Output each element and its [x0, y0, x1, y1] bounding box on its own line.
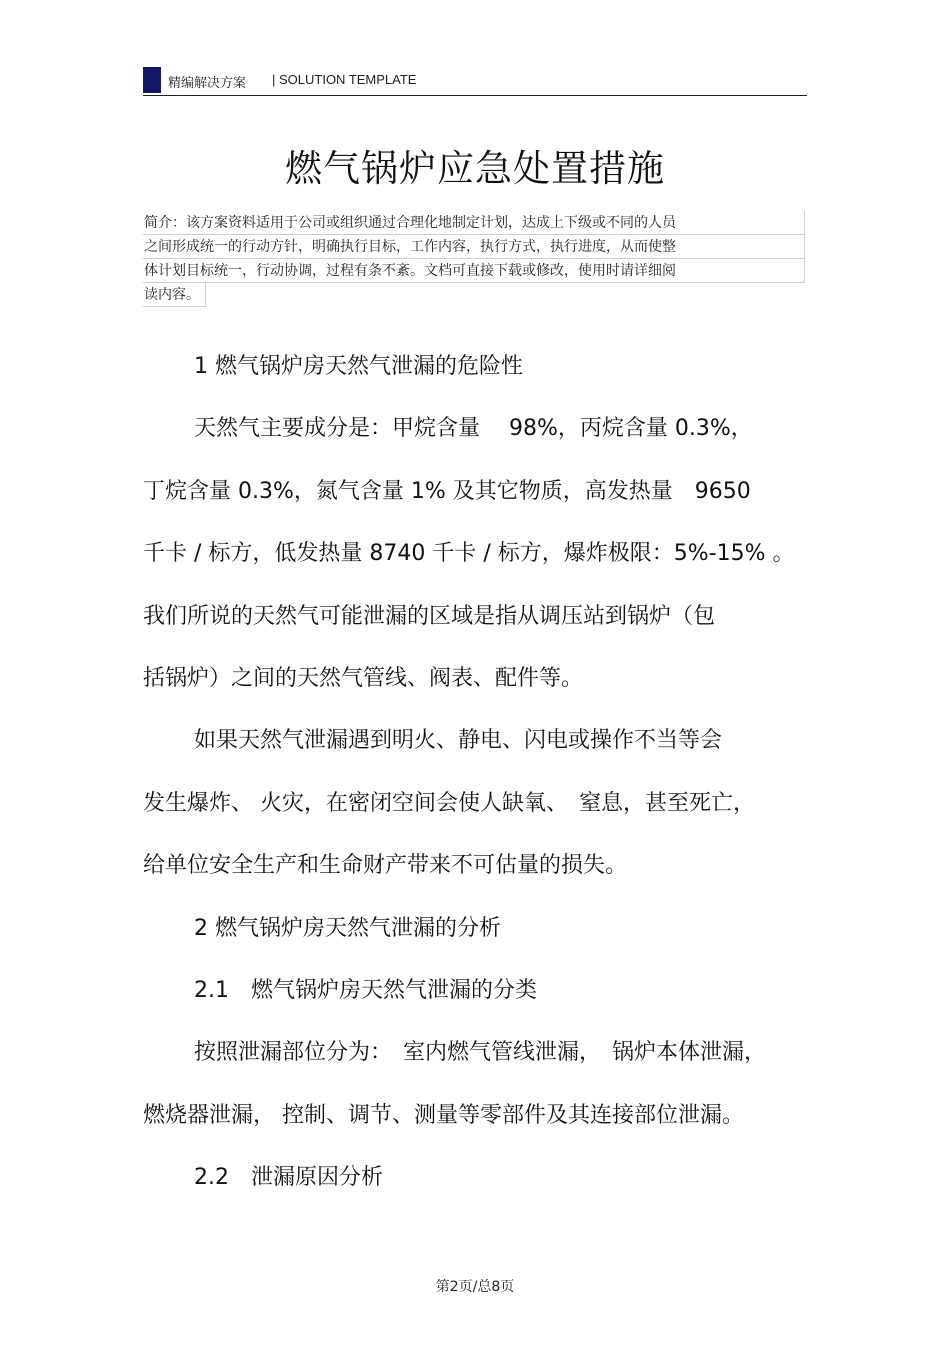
paragraph-line: 燃烧器泄漏， 控制、调节、测量等零部件及其连接部位泄漏。 — [143, 1102, 744, 1128]
paragraph-line: 如果天然气泄漏遇到明火、静电、闪电或操作不当等会 — [194, 728, 723, 754]
section-heading: 1 燃气锅炉房天然气泄漏的危险性 — [194, 354, 523, 379]
page-header — [143, 66, 807, 96]
intro-line: 之间形成统一的行动方针，明确执行目标，工作内容，执行方式，执行进度，从而使整 — [143, 235, 805, 259]
paragraph-line: 我们所说的天然气可能泄漏的区域是指从调压站到锅炉（包 — [143, 603, 716, 629]
header-brand: 精编解决方案 — [168, 76, 247, 91]
intro-box — [143, 211, 805, 311]
intro-line: 简介：该方案资料适用于公司或组织通过合理化地制定计划，达成上下级或不同的人员 — [143, 211, 805, 235]
logo-mark — [143, 67, 161, 93]
paragraph-line: 发生爆炸、 火灾，在密闭空间会使人缺氧、 窒息，甚至死亡， — [143, 790, 755, 816]
subsection-heading: 2.1 燃气锅炉房天然气泄漏的分类 — [194, 977, 537, 1003]
paragraph-line: 千卡 / 标方，低发热量 8740 千卡 / 标方，爆炸极限：5%-15% 。 — [143, 541, 795, 567]
paragraph-line: 给单位安全生产和生命财产带来不可估量的损失。 — [143, 853, 628, 879]
intro-line: 读内容。 — [143, 283, 206, 307]
subsection-heading: 2.2 泄漏原因分析 — [194, 1165, 383, 1191]
paragraph-line: 按照泄漏部位分为： 室内燃气管线泄漏， 锅炉本体泄漏， — [194, 1040, 767, 1066]
intro-line: 体计划目标统一，行动协调，过程有条不紊。文档可直接下载或修改，使用时请详细阅 — [143, 259, 805, 283]
paragraph-line: 丁烷含量 0.3%，氮气含量 1% 及其它物质，高发热量 9650 — [143, 478, 751, 504]
paragraph-line: 括锅炉）之间的天然气管线、阀表、配件等。 — [143, 665, 584, 691]
section-heading: 2 燃气锅炉房天然气泄漏的分析 — [194, 915, 501, 941]
header-template-label: | SOLUTION TEMPLATE — [272, 72, 417, 87]
page-number: 第2页/总8页 — [435, 1279, 515, 1295]
document-title: 燃气锅炉应急处置措施 — [285, 147, 665, 190]
document-body — [143, 336, 808, 1209]
paragraph-line: 天然气主要成分是：甲烷含量 98%，丙烷含量 0.3%， — [194, 416, 753, 442]
